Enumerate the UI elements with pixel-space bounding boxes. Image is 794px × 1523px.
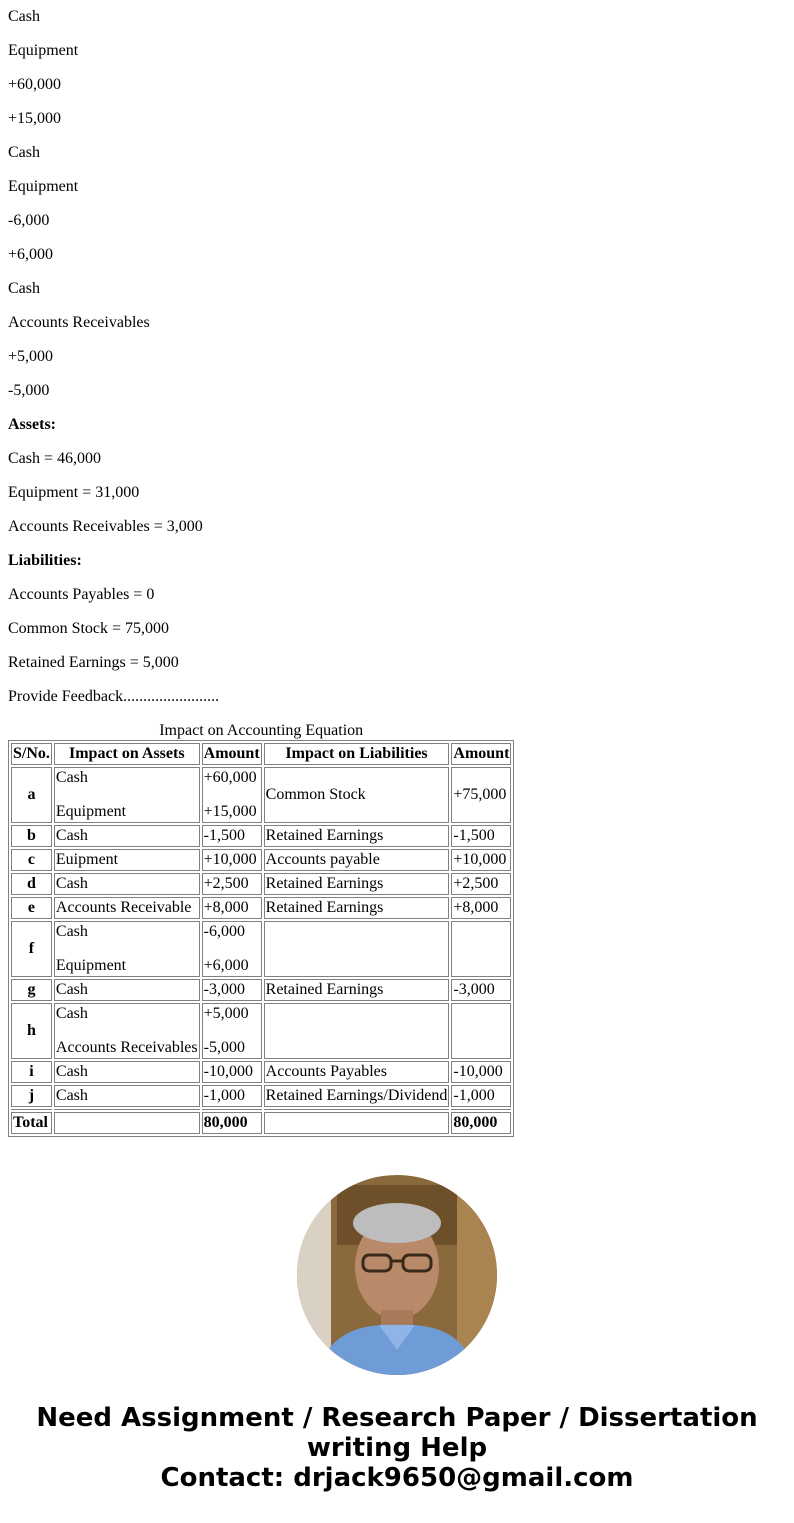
amount-line: +15,000 bbox=[203, 803, 257, 820]
asset-line: Accounts Receivables bbox=[55, 1039, 198, 1056]
liabilities-heading: Liabilities: bbox=[8, 552, 82, 569]
table-row bbox=[11, 873, 511, 895]
asset-line: Cash bbox=[55, 923, 88, 940]
text-line: Equipment bbox=[8, 178, 79, 195]
table-spacer-row bbox=[11, 1109, 511, 1110]
table-row bbox=[11, 825, 511, 847]
row-asset-amount: -1,000 bbox=[202, 1085, 262, 1107]
asset-line: Cash bbox=[55, 1005, 88, 1022]
text-line: +15,000 bbox=[8, 110, 62, 127]
avatar-portrait-image bbox=[297, 1175, 497, 1375]
text-line: +5,000 bbox=[8, 348, 54, 365]
row-asset-amount: -10,000 bbox=[202, 1061, 262, 1083]
promo-line: Need Assignment / Research Paper / Dissertation bbox=[36, 1403, 758, 1433]
table-row bbox=[11, 979, 511, 1001]
asset-line: Cash bbox=[55, 769, 88, 786]
avatar-container bbox=[0, 1175, 794, 1375]
header-assets: Impact on Assets bbox=[54, 743, 200, 765]
text-line: -6,000 bbox=[8, 212, 50, 229]
row-assets: Cash bbox=[54, 825, 200, 847]
text-line: Cash bbox=[8, 144, 40, 161]
row-assets bbox=[54, 921, 200, 977]
accounting-equation-table bbox=[8, 722, 514, 1137]
row-assets: Cash bbox=[54, 1085, 200, 1107]
row-assets bbox=[54, 1003, 200, 1059]
table-row bbox=[11, 767, 511, 823]
amount-line: +60,000 bbox=[203, 769, 257, 786]
asset-line: Equipment bbox=[55, 957, 127, 974]
amount-line: -6,000 bbox=[203, 923, 245, 940]
retained-earnings-total: Retained Earnings = 5,000 bbox=[8, 654, 179, 671]
text-line: Cash bbox=[8, 280, 40, 297]
table-row bbox=[11, 921, 511, 977]
amount-line: +6,000 bbox=[203, 957, 249, 974]
row-liability-amount: +10,000 bbox=[451, 849, 511, 871]
row-liability-amount: -10,000 bbox=[451, 1061, 511, 1083]
promo-banner bbox=[0, 1403, 794, 1493]
total-liabilities-amount: 80,000 bbox=[451, 1112, 511, 1134]
table-caption: Impact on Accounting Equation bbox=[159, 722, 364, 739]
row-asset-amount: +10,000 bbox=[202, 849, 262, 871]
row-liability: Accounts payable bbox=[264, 849, 450, 871]
promo-contact[interactable]: Contact: drjack9650@gmail.com bbox=[160, 1463, 634, 1493]
row-asset-amount bbox=[202, 1003, 262, 1059]
text-line: Equipment bbox=[8, 42, 79, 59]
row-liability: Common Stock bbox=[264, 767, 450, 823]
header-sno: S/No. bbox=[11, 743, 52, 765]
text-line: Cash bbox=[8, 8, 40, 25]
row-asset-amount: -3,000 bbox=[202, 979, 262, 1001]
table-row bbox=[11, 1003, 511, 1059]
total-assets-amount: 80,000 bbox=[202, 1112, 262, 1134]
row-sno: c bbox=[11, 849, 52, 871]
row-liability-amount bbox=[451, 1003, 511, 1059]
row-liability: Accounts Payables bbox=[264, 1061, 450, 1083]
row-assets: Accounts Receivable bbox=[54, 897, 200, 919]
amount-line: +5,000 bbox=[203, 1005, 249, 1022]
row-liability-amount: -1,500 bbox=[451, 825, 511, 847]
row-sno: g bbox=[11, 979, 52, 1001]
promo-line: writing Help bbox=[306, 1433, 488, 1463]
receivables-total: Accounts Receivables = 3,000 bbox=[8, 518, 203, 535]
text-line: +6,000 bbox=[8, 246, 54, 263]
table-total-row bbox=[11, 1112, 511, 1134]
row-sno: h bbox=[11, 1003, 52, 1059]
row-assets: Cash bbox=[54, 1061, 200, 1083]
equipment-total: Equipment = 31,000 bbox=[8, 484, 140, 501]
row-liability: Retained Earnings/Dividend bbox=[264, 1085, 450, 1107]
table-row bbox=[11, 849, 511, 871]
row-sno: d bbox=[11, 873, 52, 895]
row-asset-amount: -1,500 bbox=[202, 825, 262, 847]
row-liability bbox=[264, 921, 450, 977]
header-amount: Amount bbox=[202, 743, 262, 765]
feedback-link[interactable]: Provide Feedback........................ bbox=[8, 688, 220, 705]
row-assets bbox=[54, 767, 200, 823]
row-liability-amount: +8,000 bbox=[451, 897, 511, 919]
row-asset-amount: +2,500 bbox=[202, 873, 262, 895]
table-row bbox=[11, 1085, 511, 1107]
row-assets: Cash bbox=[54, 979, 200, 1001]
row-liability: Retained Earnings bbox=[264, 825, 450, 847]
row-liability-amount: +75,000 bbox=[451, 767, 511, 823]
cash-total: Cash = 46,000 bbox=[8, 450, 102, 467]
row-sno: i bbox=[11, 1061, 52, 1083]
row-sno: e bbox=[11, 897, 52, 919]
row-liability: Retained Earnings bbox=[264, 897, 450, 919]
row-liability bbox=[264, 1003, 450, 1059]
total-assets-blank bbox=[54, 1112, 200, 1134]
text-line: +60,000 bbox=[8, 76, 62, 93]
amount-line: -5,000 bbox=[203, 1039, 245, 1056]
row-liability: Retained Earnings bbox=[264, 979, 450, 1001]
row-liability-amount: +2,500 bbox=[451, 873, 511, 895]
payables-total: Accounts Payables = 0 bbox=[8, 586, 155, 603]
avatar bbox=[297, 1175, 497, 1375]
row-asset-amount: +8,000 bbox=[202, 897, 262, 919]
row-sno: a bbox=[11, 767, 52, 823]
header-amount: Amount bbox=[451, 743, 511, 765]
row-liability-amount: -3,000 bbox=[451, 979, 511, 1001]
row-sno: j bbox=[11, 1085, 52, 1107]
table-row bbox=[11, 1061, 511, 1083]
header-liabilities: Impact on Liabilities bbox=[264, 743, 450, 765]
row-sno: b bbox=[11, 825, 52, 847]
table-header-row bbox=[11, 743, 511, 765]
table-row bbox=[11, 897, 511, 919]
row-assets: Euipment bbox=[54, 849, 200, 871]
total-label: Total bbox=[11, 1112, 52, 1134]
row-asset-amount bbox=[202, 921, 262, 977]
row-liability-amount: -1,000 bbox=[451, 1085, 511, 1107]
assets-heading: Assets: bbox=[8, 416, 56, 433]
document-body bbox=[0, 0, 794, 706]
row-liability-amount bbox=[451, 921, 511, 977]
row-asset-amount bbox=[202, 767, 262, 823]
row-sno: f bbox=[11, 921, 52, 977]
row-assets: Cash bbox=[54, 873, 200, 895]
row-liability: Retained Earnings bbox=[264, 873, 450, 895]
asset-line: Equipment bbox=[55, 803, 127, 820]
text-line: Accounts Receivables bbox=[8, 314, 150, 331]
common-stock-total: Common Stock = 75,000 bbox=[8, 620, 170, 637]
text-line: -5,000 bbox=[8, 382, 50, 399]
total-liabilities-blank bbox=[264, 1112, 450, 1134]
